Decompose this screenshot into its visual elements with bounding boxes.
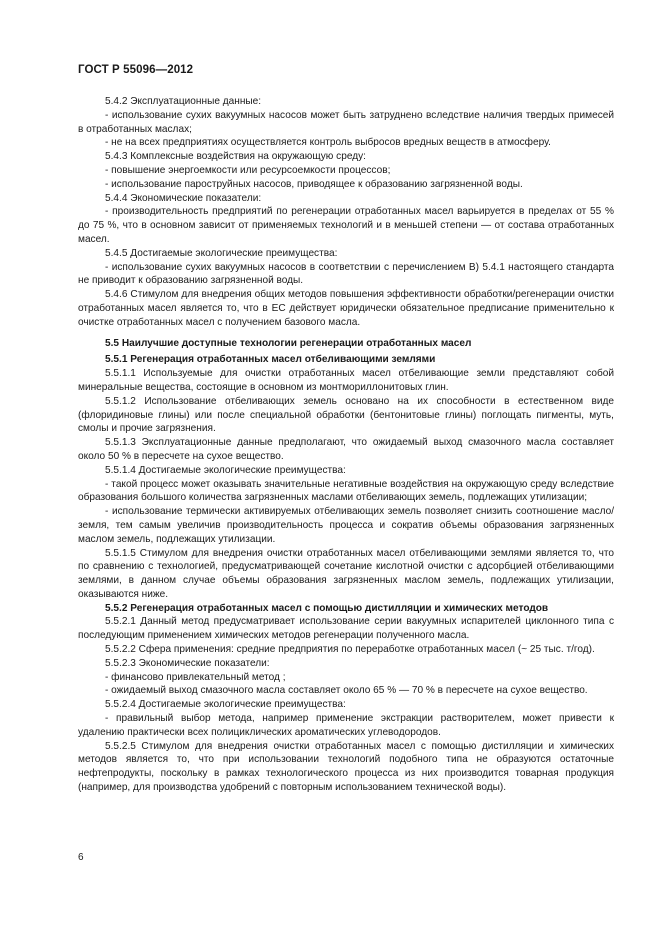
paragraph: 5.5.2.5 Стимулом для внедрения очистки отработанных масел с помощью дистилляции и химических методов является то, что при использовании технологий подобного типа не образуются остаточные нефтепродукты, поскольку в рамках технологического процесса из них производится товарная продукция (например, для производства удобрений с повторным использованием технической воды). [78, 740, 614, 794]
document-body [78, 95, 614, 795]
paragraph: 5.5.2.1 Данный метод предусматривает использование серии вакуумных испарителей циклонного типа с последующим применением химических методов регенерации полученного масла. [78, 616, 614, 642]
paragraph: - финансово привлекательный метод ; [105, 671, 286, 683]
paragraph: - правильный выбор метода, например применение экстракции растворителем, может привести к удалению практически всех полициклических ароматических углеводородов. [78, 713, 614, 738]
paragraph: 5.4.6 Стимулом для внедрения общих методов повышения эффективности обработки/регенерации очистки отработанных масел является то, что в ЕС действует юридически обязательное предписание применительно к очистке отработанных масел с получением базового масла. [78, 289, 614, 328]
paragraph: - использование сухих вакуумных насосов может быть затруднено вследствие наличия твердых примесей в отработанных маслах; [78, 109, 614, 135]
paragraph: 5.5.1.1 Используемые для очистки отработанных масел отбеливающие земли представляют собой минеральные вещества, состоящие в основном из монтмориллонитовых глин. [78, 368, 614, 393]
paragraph: - использование термически активируемых отбеливающих земель позволяет снизить соотношение масло/земля, тем самым увеличив производительность процесса и сократив объемы образования загрязненных маслом земель, подлежащих утилизации. [78, 506, 614, 545]
paragraph: 5.4.4 Экономические показатели: [105, 192, 262, 204]
paragraph: 5.5.1.5 Стимулом для внедрения очистки отработанных масел отбеливающими землями является то, что по сравнению с технологией, предусматривающей сочетание кислотной очистки с адсорбцией отбеливающими землями, в данном случае объемы образования загрязненных маслом земель, подлежащих утилизации, оказываются ниже. [78, 547, 614, 600]
paragraph: 5.5.2.3 Экономические показатели: [105, 657, 270, 669]
paragraph: 5.5.1.2 Использование отбеливающих земель основано на их способности в естественном виде (флоридиновые глины) или после специальной обработки (бентонитовые глины) поглощать пигменты, муть, смолы и прочие загрязнения. [78, 395, 614, 435]
subsection-heading: 5.5.1 Регенерация отработанных масел отбеливающими землями [105, 354, 436, 366]
paragraph: - использование сухих вакуумных насосов в соответствии с перечислением В) 5.4.1 настоящего стандарта не приводит к образованию загрязненной воды. [78, 261, 614, 287]
section-heading: 5.5 Наилучшие доступные технологии регенерации отработанных масел [105, 337, 472, 349]
paragraph: - производительность предприятий по регенерации отработанных масел варьируется в пределах от 55 % до 75 %, что в основном зависит от применяемых технологий и в меньшей степени — от состава отработанных масел. [78, 206, 614, 245]
paragraph: 5.5.1.3 Эксплуатационные данные предполагают, что ожидаемый выход смазочного масла составляет около 50 % в пересчете на сухое вещество. [78, 437, 614, 462]
page-number: 6 [78, 852, 84, 863]
paragraph: - такой процесс может оказывать значительные негативные воздействия на окружающую среду вследствие образования большого количества загрязненных маслами отбеливающих земель, подлежащих утилизации; [78, 478, 614, 504]
document-header: ГОСТ Р 55096—2012 [78, 64, 194, 76]
paragraph: 5.4.5 Достигаемые экологические преимущества: [105, 247, 338, 259]
subsection-heading: 5.5.2 Регенерация отработанных масел с помощью дистилляции и химических методов [105, 602, 549, 614]
paragraph: - использование пароструйных насосов, приводящее к образованию загрязненной воды. [105, 178, 523, 190]
paragraph: 5.4.3 Комплексные воздействия на окружающую среду: [105, 151, 366, 163]
paragraph: 5.5.1.4 Достигаемые экологические преимущества: [105, 464, 346, 476]
paragraph: - повышение энергоемкости или ресурсоемкости процессов; [105, 164, 391, 176]
paragraph: 5.5.2.2 Сфера применения: средние предприятия по переработке отработанных масел (~ 25 тыс. т/год). [105, 644, 595, 656]
paragraph: - не на всех предприятиях осуществляется контроль выбросов вредных веществ в атмосферу. [105, 137, 551, 149]
paragraph: 5.4.2 Эксплуатационные данные: [105, 96, 262, 107]
paragraph: - ожидаемый выход смазочного масла составляет около 65 % — 70 % в пересчете на сухое вещество. [105, 685, 588, 697]
paragraph: 5.5.2.4 Достигаемые экологические преимущества: [105, 699, 346, 711]
